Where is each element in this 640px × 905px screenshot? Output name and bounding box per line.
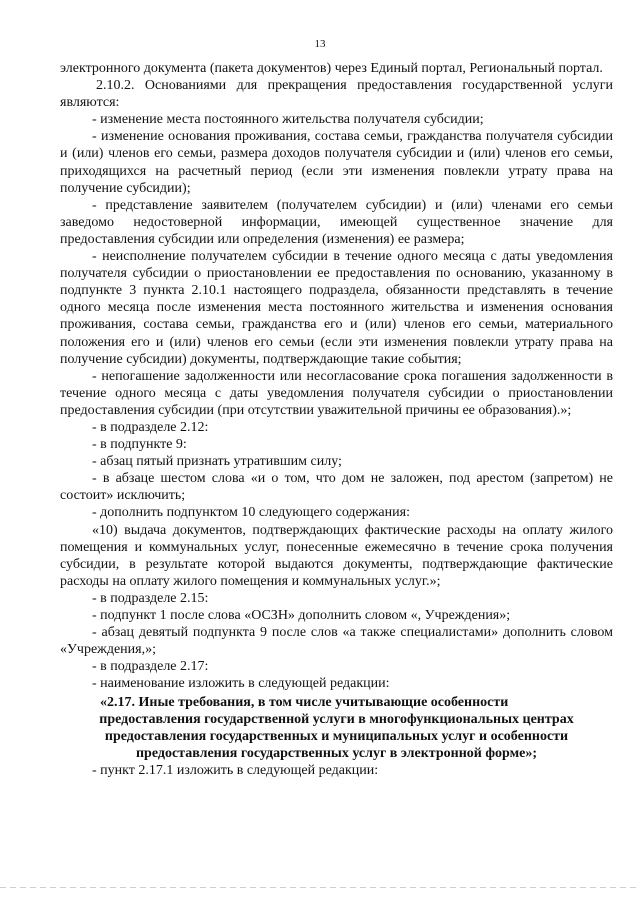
paragraph: - неисполнение получателем субсидии в течение одного месяца с даты уведомления получателя субсидии о приостановлении ее предоставления по основанию, указанному в подпункте 3 пункта 2.10.1 настоящего подраздела, обязанности представлять в течение одного месяца после изменения места постоянного жительства и изменения основания проживания, состава семьи, гражданства его и (или) членов его семьи, материального положения его и (или) членов его семьи (если эти изменения повлекли утрату права на получение субсидии) документы, подтверждающие такие события; [60, 249, 613, 367]
heading-line: предоставления государственной услуги в многофункциональных центрах [99, 712, 574, 728]
heading-line: предоставления государственных услуг в электронной форме»; [135, 746, 538, 762]
paragraph: - пункт 2.17.1 изложить в следующей редакции: [92, 763, 379, 779]
paragraph: - в абзаце шестом слова «и о том, что дом не заложен, под арестом (запретом) не состоит» исключить; [60, 471, 613, 504]
paragraph: - непогашение задолженности или несогласование срока погашения задолженности в течение одного месяца с даты уведомления получателя субсидии о приостановлении предоставления субсидии (при отсутствии уважительной причины ее образования).»; [60, 368, 613, 418]
paragraph: - представление заявителем (получателем субсидии) и (или) членами его семьи заведомо недостоверной информации, имеющей существенное значение для предоставления субсидии или определения (изменения) ее размера; [60, 197, 613, 247]
paragraph: - абзац девятый подпункта 9 после слов «а также специалистами» дополнить словом «Учреждения,»; [60, 625, 613, 658]
paragraph: - подпункт 1 после слова «ОСЗН» дополнить словом «, Учреждения»; [92, 608, 511, 623]
section-heading [60, 694, 613, 762]
scan-artifact-line [0, 887, 640, 888]
page-number: 13 [314, 38, 326, 50]
paragraph: - в подразделе 2.15: [92, 590, 209, 606]
paragraph: - изменение места постоянного жительства получателя субсидии; [92, 112, 484, 128]
paragraph: «10) выдача документов, подтверждающих фактические расходы на оплату жилого помещения и коммунальных услуг, понесенные ежемесячно в течение срока получения субсидии, в результате которой выдаются документы, подтверждающие фактические расходы на оплату жилого помещения и коммунальных услуг.»; [60, 522, 613, 589]
heading-line: предоставления государственных и муниципальных услуг и особенности [104, 729, 569, 745]
paragraph: электронного документа (пакета документов) через Единый портал, Региональный портал. [60, 61, 603, 76]
paragraph: - наименование изложить в следующей редакции: [92, 676, 390, 692]
heading-line: «2.17. Иные требования, в том числе учитывающие особенности [100, 695, 509, 711]
paragraph: - дополнить подпунктом 10 следующего содержания: [92, 505, 410, 521]
paragraph: - в подразделе 2.17: [92, 659, 209, 675]
paragraph: - абзац пятый признать утратившим силу; [92, 454, 342, 470]
paragraph: - в подпункте 9: [92, 437, 187, 453]
document-body [60, 60, 613, 780]
paragraph: - в подразделе 2.12: [92, 419, 209, 435]
paragraph: 2.10.2. Основаниями для прекращения предоставления государственной услуги являются: [60, 78, 613, 111]
paragraph: - изменение основания проживания, состава семьи, гражданства получателя субсидии и (или) членов его семьи, размера доходов получателя субсидии и (или) членов его семьи, приходящихся на расчетный период (если эти изменения повлекли утрату права на получение субсидии); [60, 129, 613, 196]
